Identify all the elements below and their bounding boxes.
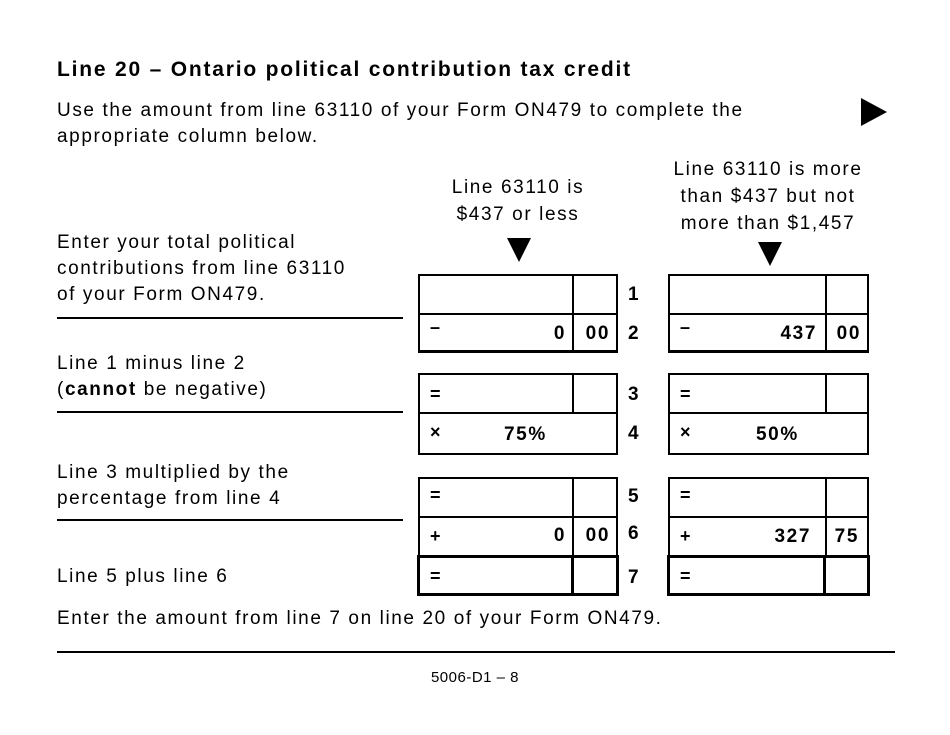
line-number-3: 3 [628, 384, 641, 405]
equals-sign: = [680, 485, 693, 505]
intro-line-2: appropriate column below. [57, 126, 319, 147]
line-number-2: 2 [628, 323, 641, 344]
plus-sign: + [430, 526, 443, 546]
label-emphasis: cannot [64, 379, 137, 400]
cents: 75 [834, 526, 859, 547]
label-text: contributions from line 63110 [57, 258, 346, 279]
label-line-7: Line 5 plus line 6 [57, 566, 229, 587]
right-line-3-field[interactable] [668, 373, 869, 414]
line-number-6: 6 [628, 523, 641, 544]
intro-line-1: Use the amount from line 63110 of your Form ON479 to complete the [57, 100, 744, 121]
times-sign: × [680, 422, 693, 442]
column-heading-left [418, 174, 618, 228]
down-arrow-icon [758, 242, 782, 266]
cents: 00 [585, 525, 610, 546]
label-text: of your Form ON479. [57, 284, 266, 305]
dollars: 327 [774, 526, 811, 547]
heading-line: Line 63110 is more [673, 159, 863, 180]
divider [57, 519, 403, 521]
left-line-2-field[interactable] [418, 313, 618, 353]
equals-sign: = [680, 566, 693, 586]
divider [57, 317, 403, 319]
rate: 75% [504, 424, 547, 445]
heading-line: more than $1,457 [680, 213, 856, 234]
dollars: 0 [553, 323, 566, 344]
column-heading-right [648, 156, 888, 237]
left-line-7-field[interactable] [417, 555, 619, 596]
label-line-5 [57, 460, 290, 512]
label-text: ( [57, 379, 65, 400]
right-line-6-field[interactable] [668, 516, 869, 557]
times-sign: × [430, 422, 443, 442]
heading-line: Line 63110 is [451, 177, 585, 198]
cents: 00 [836, 323, 861, 344]
dollars: 437 [780, 323, 817, 344]
dollars: 0 [553, 525, 566, 546]
label-text: Line 1 minus line 2 [57, 353, 246, 374]
line-number-7: 7 [628, 567, 641, 588]
line-number-5: 5 [628, 486, 641, 507]
page-number: 5006-D1 – 8 [430, 669, 520, 686]
equals-sign: = [430, 384, 443, 404]
plus-sign: + [680, 526, 693, 546]
label-text: Enter your total political [57, 232, 297, 253]
left-line-1-field[interactable] [418, 274, 618, 315]
left-line-5-field[interactable] [418, 477, 618, 518]
right-line-2-field[interactable] [668, 313, 869, 353]
minus-sign: – [430, 317, 442, 337]
right-line-7-field[interactable] [667, 555, 870, 596]
label-text: Line 3 multiplied by the [57, 462, 290, 483]
divider [57, 411, 403, 413]
right-line-1-field[interactable] [668, 274, 869, 315]
footer-rule [57, 651, 895, 653]
continue-arrow-icon [861, 98, 887, 126]
down-arrow-icon [507, 238, 531, 262]
heading-line: $437 or less [456, 204, 580, 225]
line-number-4: 4 [628, 423, 641, 444]
heading-line: than $437 but not [680, 186, 856, 207]
left-line-6-field[interactable] [418, 516, 618, 557]
equals-sign: = [680, 384, 693, 404]
left-line-3-field[interactable] [418, 373, 618, 414]
footer-instruction: Enter the amount from line 7 on line 20 of your Form ON479. [57, 608, 663, 629]
right-line-5-field[interactable] [668, 477, 869, 518]
equals-sign: = [430, 485, 443, 505]
line-number-1: 1 [628, 284, 641, 305]
right-line-4-rate [668, 412, 869, 455]
rate: 50% [756, 424, 799, 445]
minus-sign: – [680, 317, 692, 337]
left-line-4-rate [418, 412, 618, 455]
label-line-1 [57, 230, 346, 308]
label-text: be negative) [136, 379, 268, 400]
label-text: percentage from line 4 [57, 488, 282, 509]
equals-sign: = [430, 566, 443, 586]
cents: 00 [585, 323, 610, 344]
section-title: Line 20 – Ontario political contribution tax credit [57, 58, 632, 81]
label-line-3 [57, 351, 267, 403]
